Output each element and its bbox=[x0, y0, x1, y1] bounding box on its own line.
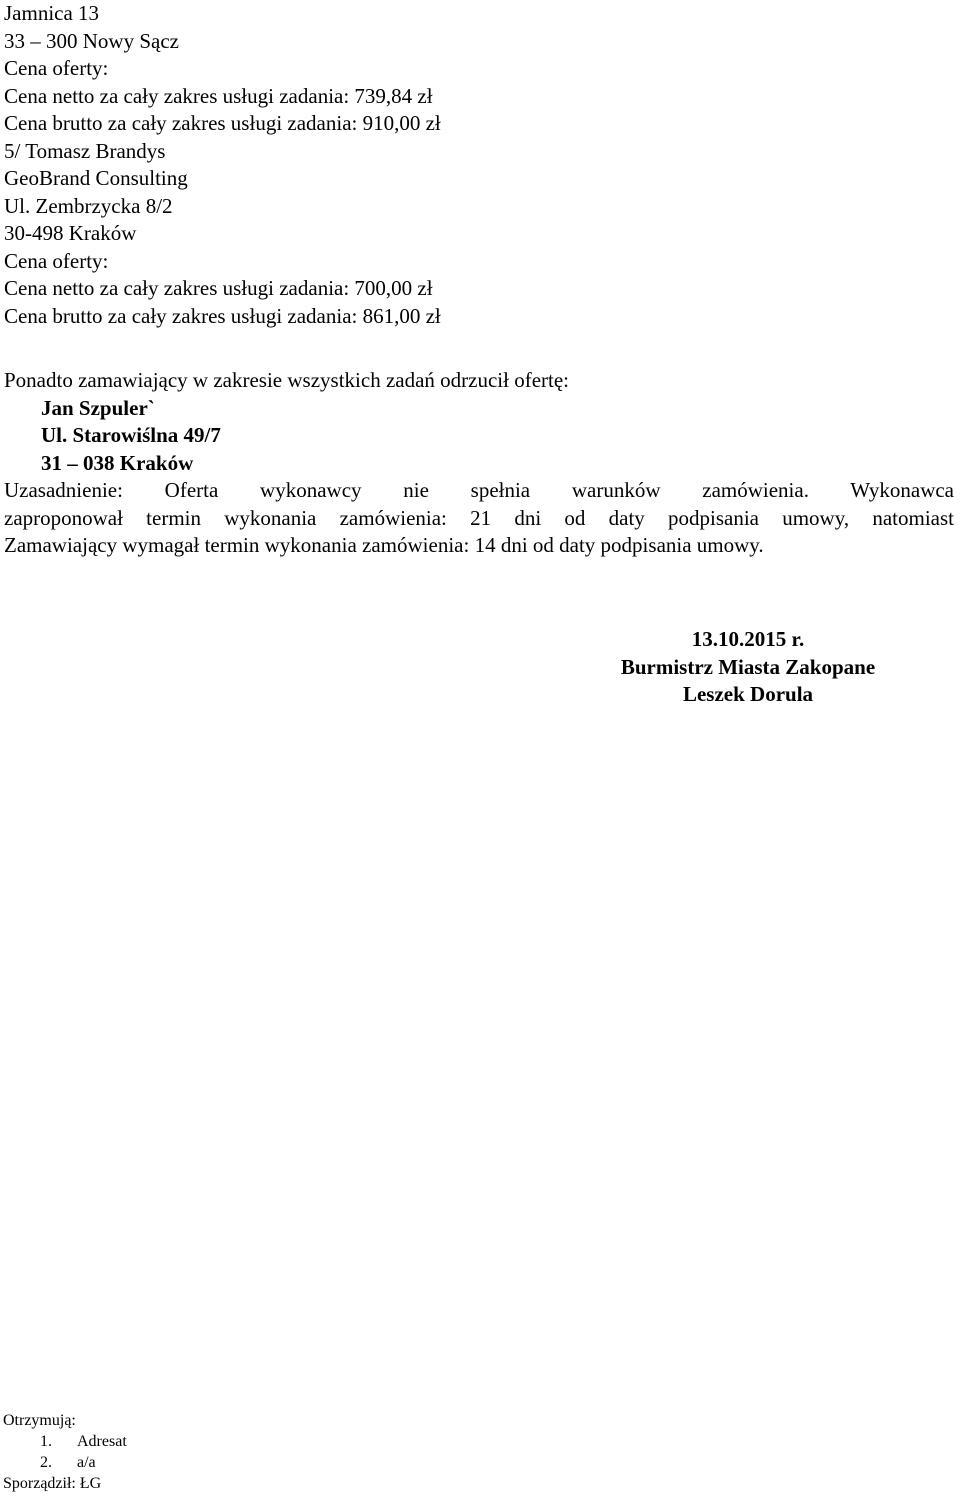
rejected-city: 31 – 038 Kraków bbox=[41, 450, 194, 475]
signature-date: 13.10.2015 r. bbox=[691, 627, 805, 651]
recipient-item bbox=[3, 1452, 127, 1473]
justification-line: zaproponował termin wykonania zamówienia: 21 dni od daty podpisania umowy, natomiast bbox=[4, 505, 954, 530]
recipient-text: a/a bbox=[77, 1454, 96, 1471]
rejection-section bbox=[4, 367, 954, 560]
rejection-intro: Ponadto zamawiający w zakresie wszystkich zadań odrzucił ofertę: bbox=[4, 368, 570, 392]
signature-name: Leszek Dorula bbox=[682, 682, 814, 706]
offer-address-line: 33 – 300 Nowy Sącz bbox=[4, 28, 179, 53]
recipient-number: 2. bbox=[40, 1454, 52, 1471]
recipient-number: 1. bbox=[40, 1433, 52, 1450]
recipient-text: Adresat bbox=[77, 1433, 127, 1450]
offers-list bbox=[4, 0, 441, 330]
rejected-name: Jan Szpuler` bbox=[41, 395, 155, 420]
offer-name: 5/ Tomasz Brandys bbox=[4, 138, 166, 163]
price-gross: Cena brutto za cały zakres usługi zadania: 861,00 zł bbox=[4, 303, 441, 328]
price-net: Cena netto za cały zakres usługi zadania: 739,84 zł bbox=[4, 83, 433, 108]
justification-line: Uzasadnienie: Oferta wykonawcy nie spełnia warunków zamówienia. Wykonawca bbox=[4, 478, 954, 502]
justification-line: Zamawiający wymagał termin wykonania zamówienia: 14 dni od daty podpisania umowy. bbox=[4, 533, 764, 557]
footer bbox=[3, 1410, 127, 1494]
price-heading: Cena oferty: bbox=[4, 56, 109, 80]
recipient-item bbox=[3, 1431, 127, 1452]
price-gross: Cena brutto za cały zakres usługi zadania: 910,00 zł bbox=[4, 111, 441, 135]
price-heading: Cena oferty: bbox=[4, 248, 109, 273]
offer-address-line: Ul. Zembrzycka 8/2 bbox=[4, 193, 173, 218]
offer-address-line: 30-498 Kraków bbox=[4, 221, 137, 245]
signature-block bbox=[560, 626, 936, 709]
price-net: Cena netto za cały zakres usługi zadania: 700,00 zł bbox=[4, 276, 433, 300]
recipients-label: Otrzymują: bbox=[3, 1412, 76, 1429]
offer-address-line: Jamnica 13 bbox=[4, 1, 100, 25]
signature-title: Burmistrz Miasta Zakopane bbox=[620, 654, 876, 679]
prepared-by: Sporządził: ŁG bbox=[3, 1475, 102, 1492]
rejected-street: Ul. Starowiślna 49/7 bbox=[41, 423, 221, 447]
offer-company: GeoBrand Consulting bbox=[4, 166, 188, 190]
